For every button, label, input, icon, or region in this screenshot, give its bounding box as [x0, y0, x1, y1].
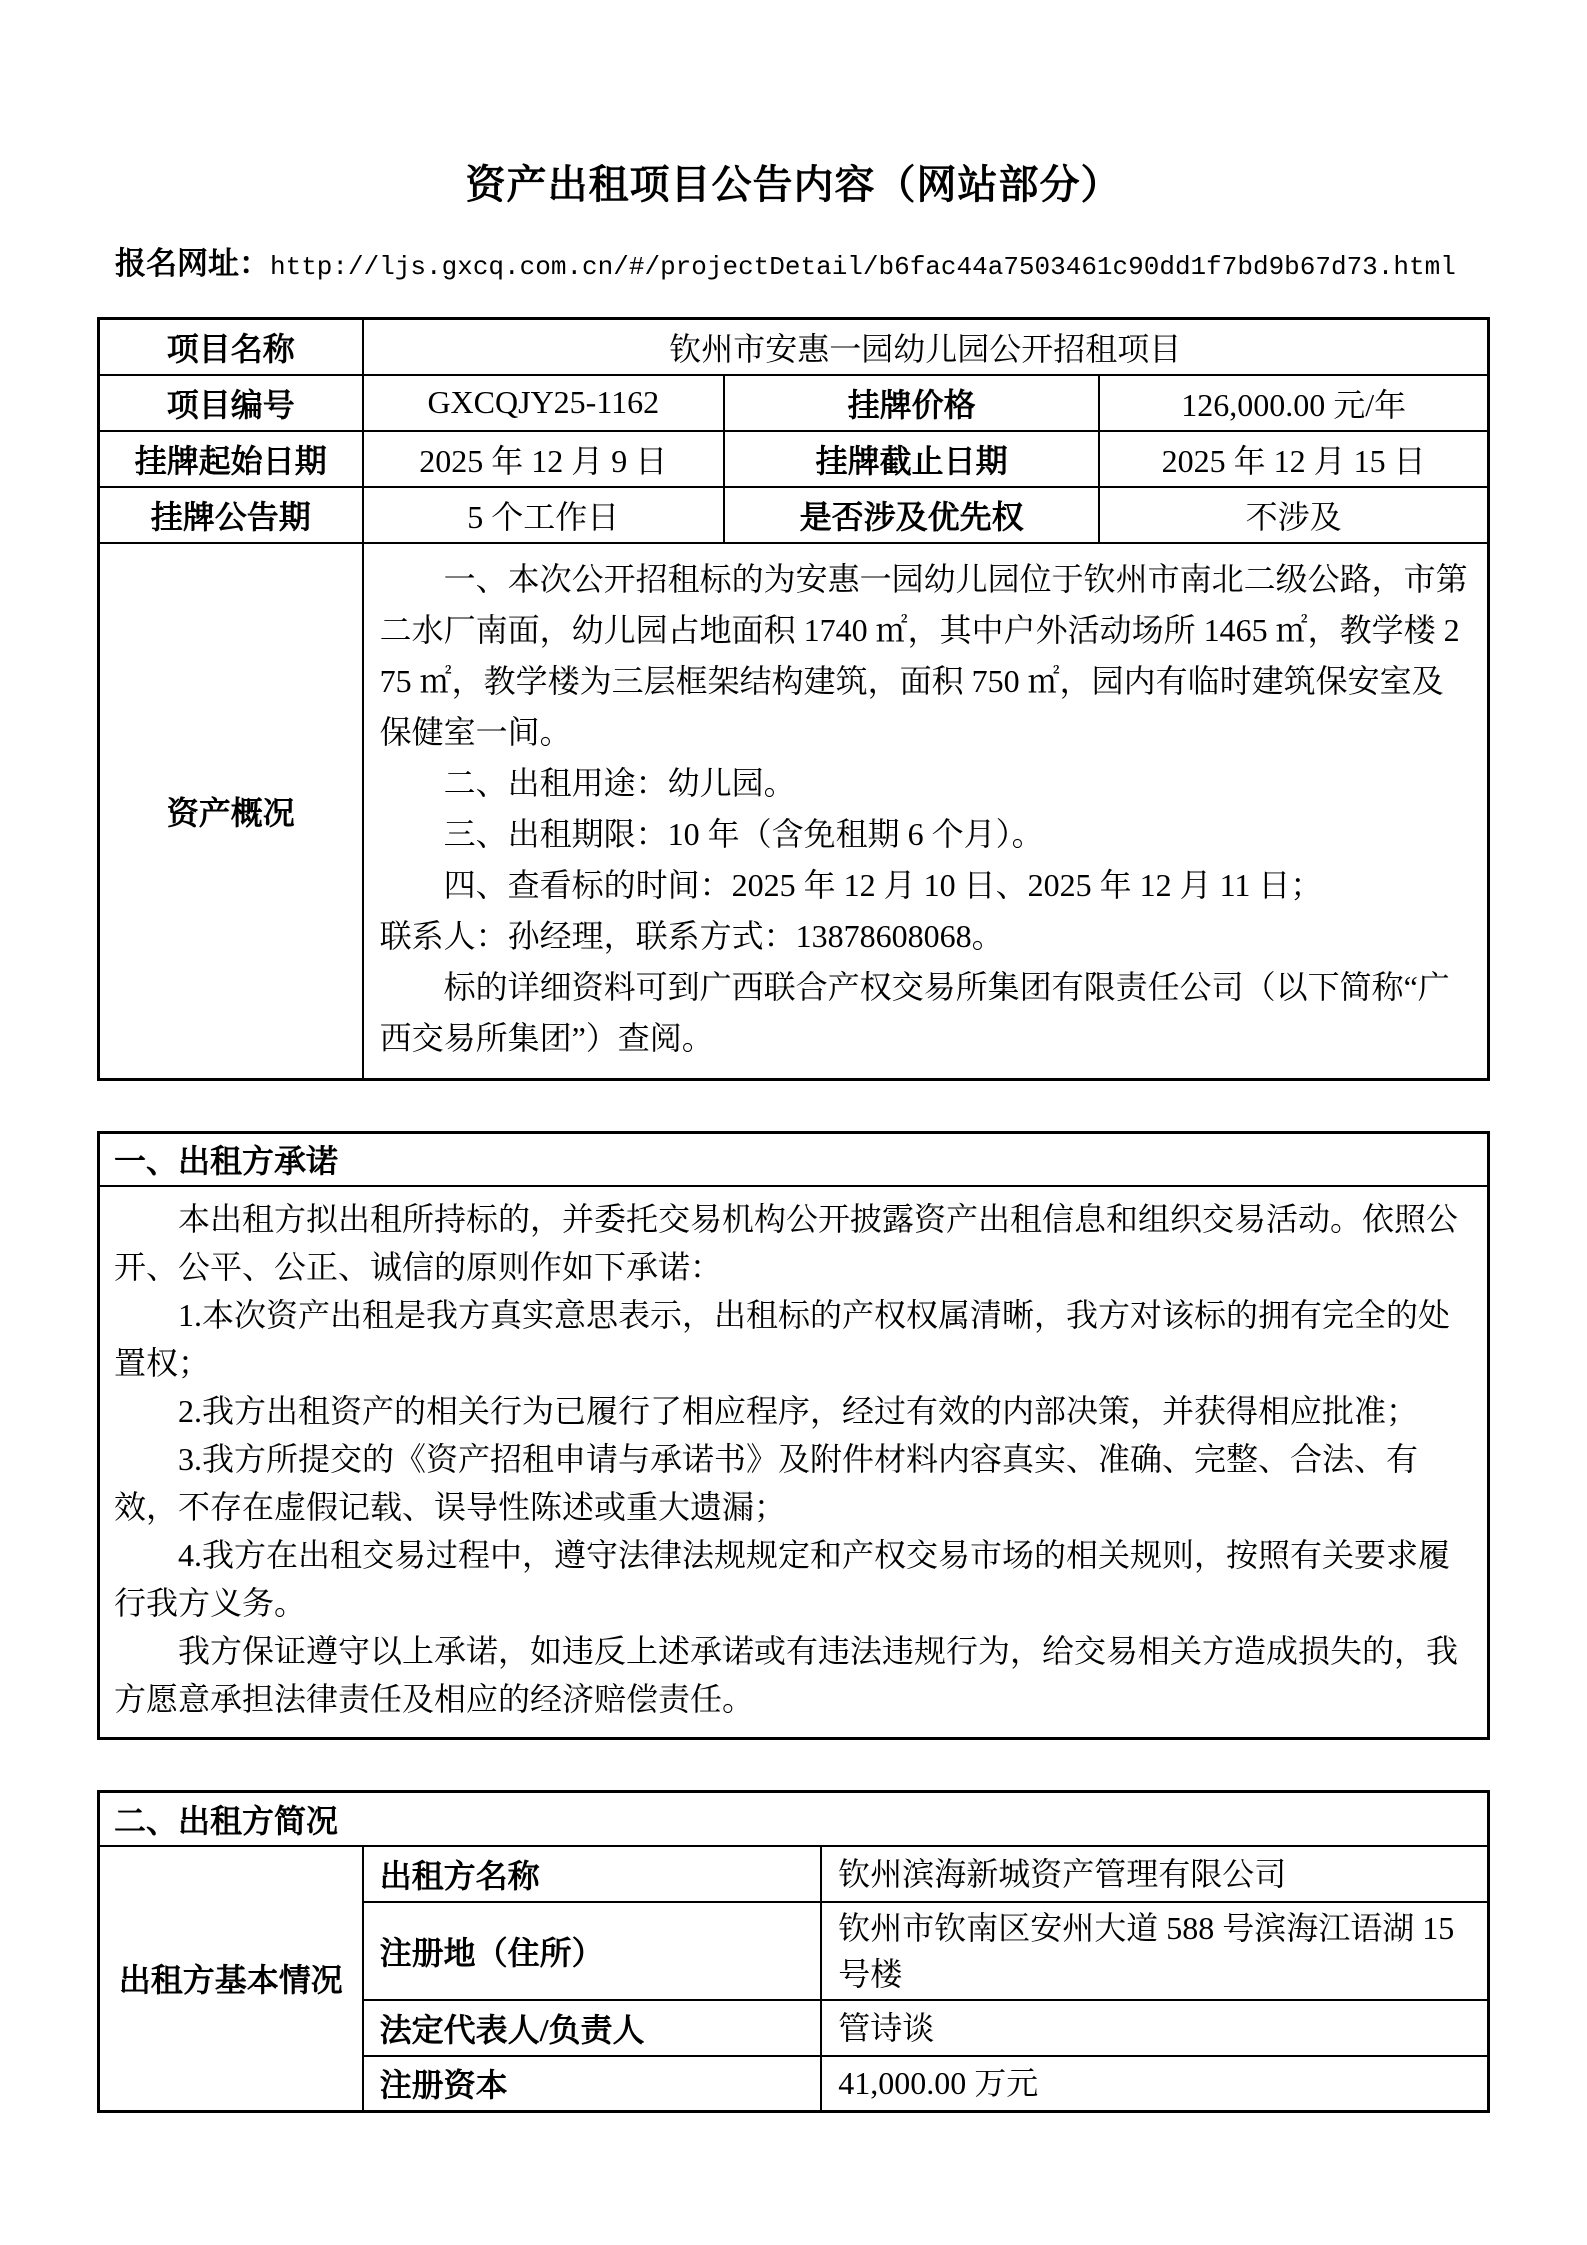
- notice-period-label: 挂牌公告期: [99, 487, 363, 543]
- lessor-profile-section: [97, 1790, 1490, 2113]
- project-no-label: 项目编号: [99, 375, 363, 431]
- priority-label: 是否涉及优先权: [724, 487, 1099, 543]
- end-date-value: 2025 年 12 月 15 日: [1099, 431, 1488, 487]
- project-no-value: GXCQJY25-1162: [363, 375, 724, 431]
- promise-paragraph: 我方保证遵守以上承诺，如违反上述承诺或有违法违规行为，给交易相关方造成损失的，我方愿意承担法律责任及相应的经济赔偿责任。: [114, 1633, 1459, 1717]
- lessor-basic-info-label: 出租方基本情况: [99, 1846, 363, 2112]
- section1-title: 一、出租方承诺: [99, 1132, 1489, 1186]
- table-row: [99, 487, 1489, 543]
- table-row: [99, 319, 1489, 375]
- registered-capital-value: 41,000.00 万元: [821, 2056, 1488, 2112]
- section2-title: 二、出租方简况: [99, 1792, 1489, 1846]
- overview-paragraph: 四、查看标的时间：2025 年 12 月 10 日、2025 年 12 月 11 日；: [443, 866, 1323, 903]
- section-header-row: [99, 1792, 1489, 1846]
- legal-representative-label: 法定代表人/负责人: [363, 2000, 822, 2056]
- promise-paragraph: 本出租方拟出租所持标的，并委托交易机构公开披露资产出租信息和组织交易活动。依照公开、公平、公正、诚信的原则作如下承诺：: [114, 1201, 1459, 1285]
- lessor-name-value: 钦州滨海新城资产管理有限公司: [821, 1846, 1488, 1902]
- overview-paragraph: 二、出租用途：幼儿园。: [443, 764, 796, 801]
- legal-representative-value: 管诗谈: [821, 2000, 1488, 2056]
- table-row: [99, 375, 1489, 431]
- project-name-value: 钦州市安惠一园幼儿园公开招租项目: [363, 319, 1489, 375]
- overview-paragraph: 联系人：孙经理，联系方式：13878608068。: [379, 917, 1004, 954]
- priority-value: 不涉及: [1099, 487, 1488, 543]
- asset-overview-label: 资产概况: [99, 543, 363, 1080]
- table-row: [99, 543, 1489, 1080]
- signup-url-label: 报名网址：: [115, 246, 270, 281]
- overview-paragraph: 三、出租期限：10 年（含免租期 6 个月）。: [443, 815, 1044, 852]
- registered-capital-label: 注册资本: [363, 2056, 822, 2112]
- promise-paragraph: 1.本次资产出租是我方真实意思表示，出租标的产权权属清晰，我方对该标的拥有完全的处置权；: [114, 1297, 1451, 1381]
- lessor-name-label: 出租方名称: [363, 1846, 822, 1902]
- signup-line: [97, 244, 1490, 287]
- overview-paragraph: 标的详细资料可到广西联合产权交易所集团有限责任公司（以下简称“广西交易所集团”）查阅。: [379, 968, 1450, 1056]
- price-label: 挂牌价格: [724, 375, 1099, 431]
- end-date-label: 挂牌截止日期: [724, 431, 1099, 487]
- table-row: [99, 1846, 1489, 1902]
- notice-period-value: 5 个工作日: [363, 487, 724, 543]
- promise-paragraph: 3.我方所提交的《资产招租申请与承诺书》及附件材料内容真实、准确、完整、合法、有效，不存在虚假记载、误导性陈述或重大遗漏；: [114, 1441, 1419, 1525]
- registered-address-label: 注册地（住所）: [363, 1902, 822, 2000]
- section-body-row: [99, 1186, 1489, 1739]
- start-date-value: 2025 年 12 月 9 日: [363, 431, 724, 487]
- table-row: [99, 431, 1489, 487]
- section-header-row: [99, 1132, 1489, 1186]
- price-value: 126,000.00 元/年: [1099, 375, 1488, 431]
- page-title: 资产出租项目公告内容（网站部分）: [465, 162, 1122, 207]
- lessor-promise-section: [97, 1131, 1490, 1741]
- promise-paragraph: 2.我方出租资产的相关行为已履行了相应程序，经过有效的内部决策，并获得相应批准；: [178, 1393, 1419, 1429]
- asset-overview-content: [363, 543, 1489, 1080]
- promise-paragraph: 4.我方在出租交易过程中，遵守法律法规规定和产权交易市场的相关规则，按照有关要求履行我方义务。: [114, 1537, 1451, 1621]
- signup-url[interactable]: http://ljs.gxcq.com.cn/#/projectDetail/b6fac44a7503461c90dd1f7bd9b67d73.html: [270, 252, 1456, 282]
- section1-body: [99, 1186, 1489, 1739]
- registered-address-value: 钦州市钦南区安州大道 588 号滨海江语湖 15 号楼: [821, 1902, 1488, 2000]
- project-info-table: [97, 317, 1490, 1081]
- overview-paragraph: 一、本次公开招租标的为安惠一园幼儿园位于钦州市南北二级公路，市第二水厂南面，幼儿园占地面积 1740 ㎡，其中户外活动场所 1465 ㎡，教学楼 275 ㎡，教学楼为三层框架结构建筑，面积 750 ㎡，园内有临时建筑保安室及保健室一间。: [379, 560, 1468, 750]
- start-date-label: 挂牌起始日期: [99, 431, 363, 487]
- project-name-label: 项目名称: [99, 319, 363, 375]
